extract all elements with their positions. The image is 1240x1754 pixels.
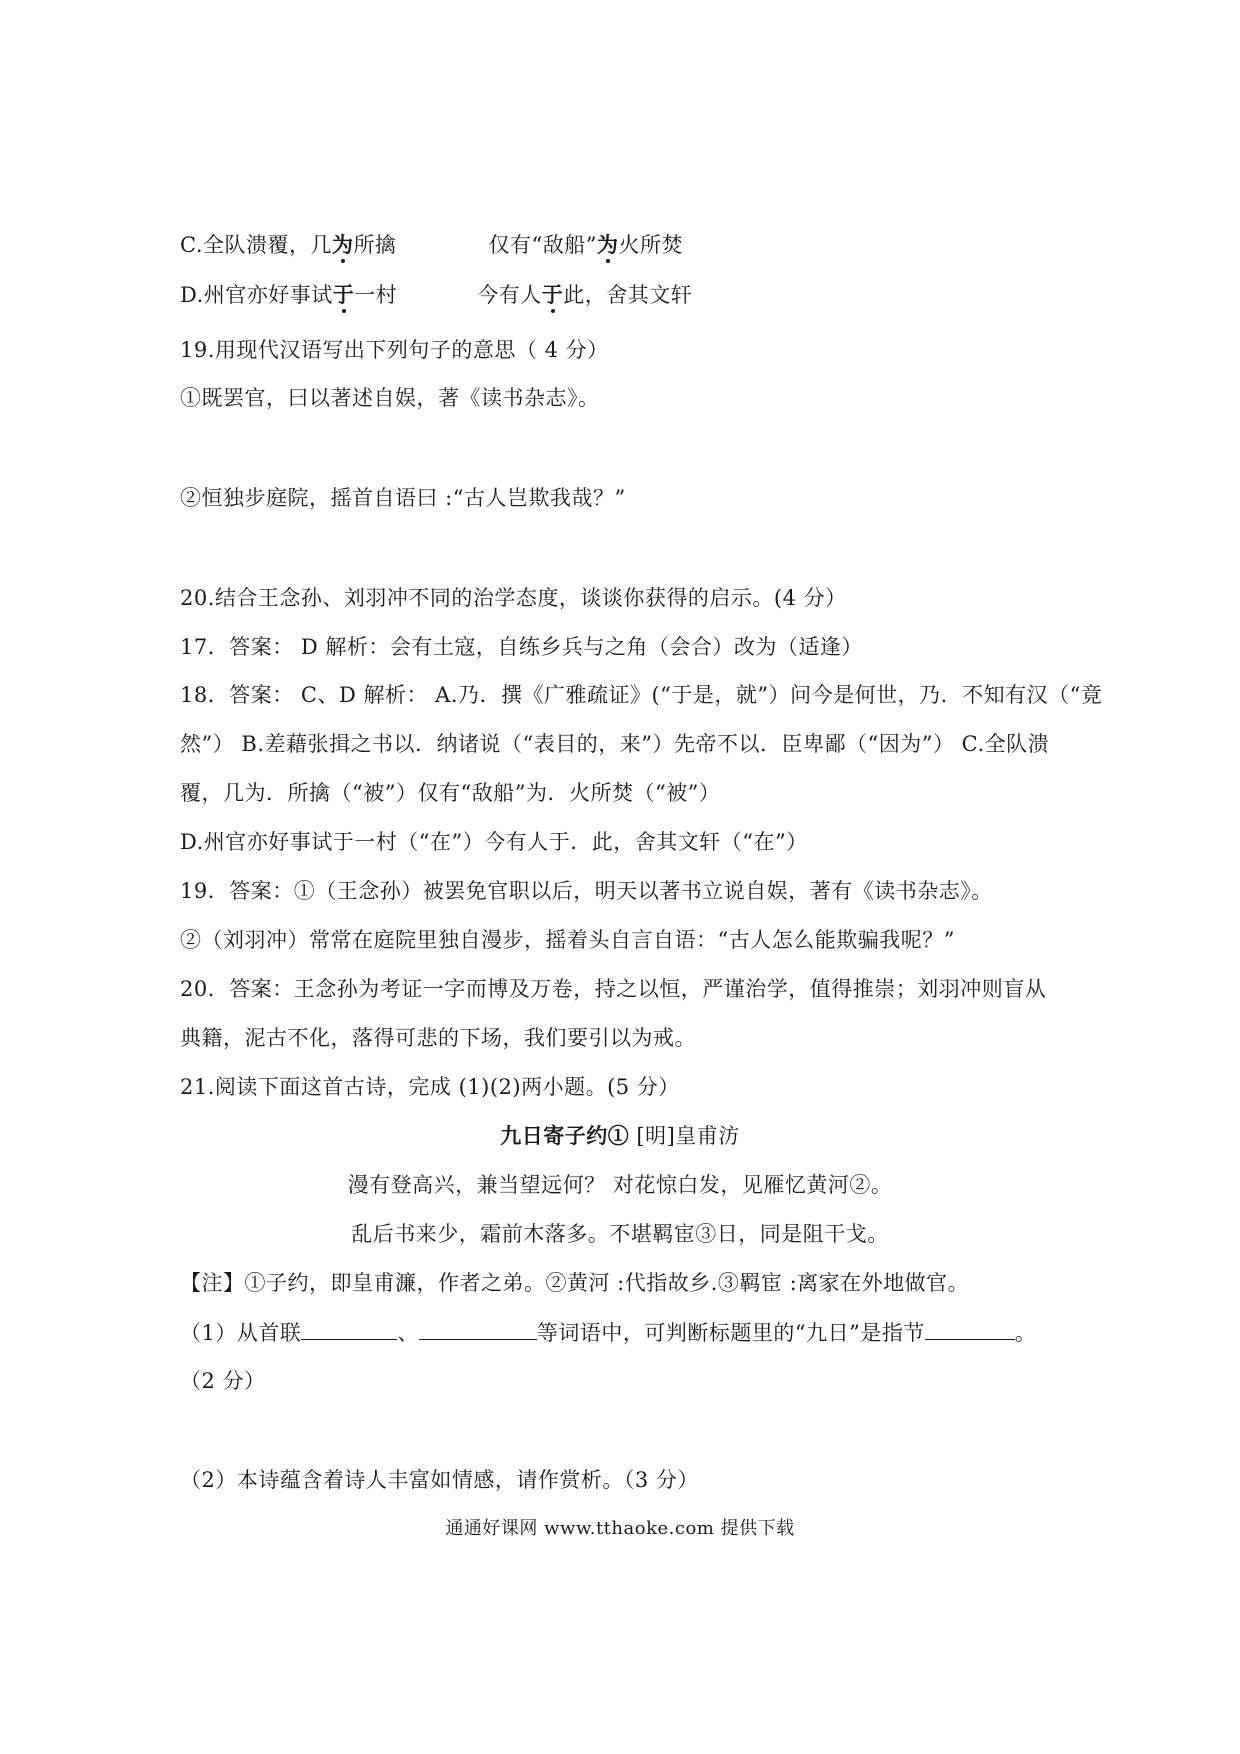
- separator: 、: [397, 1321, 419, 1345]
- answer-20-line-1: 20．答案：王念孙为考证一字而博及万卷，持之以恒，严谨治学，值得推崇；刘羽冲则盲从: [180, 977, 1047, 1001]
- option-c-part: 火所焚: [618, 233, 683, 257]
- sub-question-1-score: （2 分）: [180, 1369, 266, 1393]
- answer-17: 17．答案： D 解析：会有土寇，自练乡兵与之角（会合）改为（适逢）: [180, 635, 863, 659]
- answer-blank-1[interactable]: [301, 1317, 397, 1340]
- answer-19-line-2: ②（刘羽冲）常常在庭院里独自漫步，摇着头自言自语：“古人怎么能欺骗我呢？”: [180, 928, 955, 952]
- sub-question-1-end: 。: [1014, 1321, 1037, 1345]
- question-19-sentence-2: ②恒独步庭院，摇首自语曰 :“古人岂欺我哉？”: [180, 486, 626, 510]
- sub-question-1-text: 等词语中，可判断标题里的“九日”是指节: [536, 1321, 925, 1345]
- poem-line-1: 漫有登高兴，兼当望远何？ 对花惊白发，见雁忆黄河②。: [347, 1173, 893, 1197]
- answer-19-line-1: 19．答案：①（王念孙）被罢免官职以后，明天以著书立说自娱，著有《读书杂志》。: [180, 879, 993, 903]
- page-footer: 通通好课网 www.tthaoke.com 提供下载: [445, 1518, 795, 1539]
- sub-question-1-text: （1）从首联: [180, 1321, 302, 1345]
- poem-line-2: 乱后书来少，霜前木落多。不堪羁宦③日，同是阻干戈。: [351, 1222, 889, 1246]
- question-20: 20.结合王念孙、刘羽冲不同的治学态度，谈谈你获得的启示。(4 分）: [180, 586, 847, 610]
- option-c-emphasis-2: 为: [596, 232, 619, 257]
- option-d-line: [180, 280, 692, 310]
- option-d-part: 今有人: [477, 283, 542, 307]
- answer-18-line-3: 覆，几为．所擒（“被”）仅有“敌船”为．火所焚（“被”）: [180, 781, 721, 805]
- option-d-part: D.州官亦好事试: [180, 283, 333, 307]
- question-19-sentence-1: ①既罢官，曰以著述自娱，著《读书杂志》。: [180, 386, 600, 410]
- answer-blank-2[interactable]: [419, 1317, 537, 1340]
- sub-question-1: [180, 1317, 1036, 1348]
- option-c-part: 仅有“敌船”: [488, 233, 597, 257]
- option-c-part: 所擒: [353, 233, 397, 257]
- answer-20-line-2: 典籍，泥古不化，落得可悲的下场，我们要引以为戒。: [180, 1026, 696, 1050]
- poem-title: 九日寄子约①: [500, 1123, 630, 1148]
- option-d-emphasis-2: 于: [541, 282, 564, 307]
- answer-blank-3[interactable]: [925, 1317, 1015, 1340]
- poem-heading: [0, 1121, 1240, 1151]
- answer-18-line-1: 18．答案： C、D 解析： A.乃．撰《广雅疏证》(“于是，就”）问今是何世，乃．不知有汉（“竟: [180, 683, 1103, 707]
- answer-18-line-2: 然”） B.差藉张揖之书以．纳诸说（“表目的，来”）先帝不以．臣卑鄙（“因为”） C.全队溃: [180, 732, 1050, 756]
- option-c-part: C.全队溃覆，几: [180, 233, 332, 257]
- option-d-emphasis-1: 于: [332, 282, 355, 307]
- question-19: 19.用现代汉语写出下列句子的意思（ 4 分）: [180, 338, 609, 362]
- option-c-line: [180, 230, 683, 260]
- option-d-part: 一村: [354, 283, 398, 307]
- sub-question-2: （2）本诗蕴含着诗人丰富如情感，请作赏析。（3 分）: [180, 1468, 699, 1492]
- option-d-part: 此，舍其文轩: [563, 283, 693, 307]
- option-c-emphasis-1: 为: [332, 232, 354, 257]
- poem-author: [明]皇甫汸: [629, 1124, 740, 1148]
- poem-note: 【注】①子约，即皇甫濂，作者之弟。②黄河 :代指故乡.③羁宦 :离家在外地做官。: [180, 1271, 970, 1295]
- answer-18-line-4: D.州官亦好事试于一村（“在”）今有人于．此，舍其文轩（“在”）: [180, 830, 808, 854]
- question-21: 21.阅读下面这首古诗，完成 (1)(2)两小题。(5 分）: [180, 1075, 680, 1099]
